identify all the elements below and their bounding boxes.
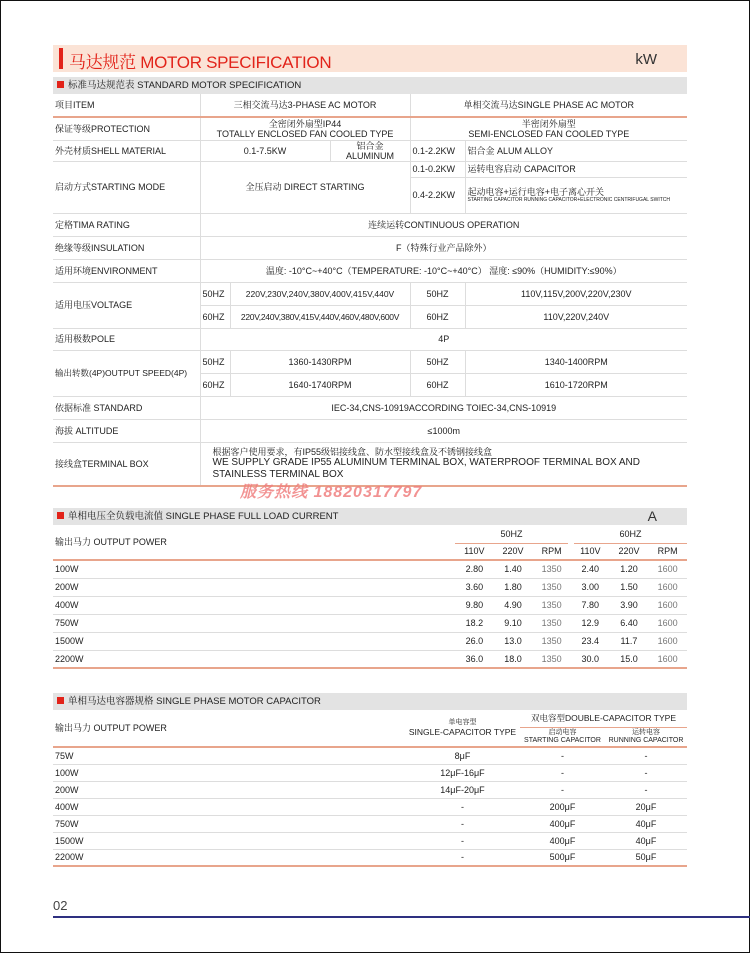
text: SEMI-ENCLOSED FAN COOLED TYPE [468, 128, 630, 139]
cell: 1500W [53, 632, 455, 650]
table-row [53, 764, 687, 781]
cell: 依据标准 STANDARD [53, 396, 200, 419]
cell: 400W [53, 798, 405, 815]
cell: IEC-34,CNS-10919ACCORDING TOIEC-34,CNS-10919 [200, 396, 687, 419]
cell: 1500W [53, 832, 405, 849]
column-header: 220V [610, 543, 649, 560]
cell: - [605, 781, 687, 798]
table-row [53, 350, 687, 373]
cell: 1600 [648, 650, 687, 668]
cell: 26.0 [455, 632, 494, 650]
table-row [53, 781, 687, 798]
table-row [53, 442, 687, 486]
table-row [53, 117, 687, 140]
section-title: 单相电压全负载电流值 SINGLE PHASE FULL LOAD CURRENT [68, 511, 339, 522]
cell: 1.80 [494, 578, 533, 596]
cell: 1.50 [610, 578, 649, 596]
cell: 1350 [532, 614, 571, 632]
cell: 30.0 [571, 650, 610, 668]
cell: ≤1000m [200, 419, 687, 442]
cell: 海拔 ALTITUDE [53, 419, 200, 442]
cell: 三相交流马达3-PHASE AC MOTOR [200, 94, 410, 117]
cell: 1350 [532, 632, 571, 650]
cell: 8μF [405, 747, 520, 764]
text: TOTALLY ENCLOSED FAN COOLED TYPE [216, 128, 394, 139]
cell: 输出马力 OUTPUT POWER [53, 710, 405, 747]
text: WE SUPPLY GRADE IP55 ALUMINUM TERMINAL BOX, WATERPROOF TERMINAL BOX AND STAINLESS TERMINAL BOX [212, 456, 640, 480]
table-row [53, 236, 687, 259]
cell: 36.0 [455, 650, 494, 668]
cell: 铝合金 ALUM ALLOY [465, 140, 687, 161]
table-row [53, 849, 687, 866]
cell: 接线盒TERMINAL BOX [53, 442, 200, 486]
cell: 保证等级PROTECTION [53, 117, 200, 140]
cell [605, 727, 687, 747]
cell: 50HZ [200, 282, 230, 305]
cell: 输出马力 OUTPUT POWER [53, 525, 455, 560]
cell: 0.1-7.5KW [200, 140, 330, 161]
spec-section-header [53, 77, 687, 94]
cell: 输出转数(4P)OUTPUT SPEED(4P) [53, 350, 200, 396]
table-row [53, 560, 687, 578]
cell: 60HZ [571, 525, 687, 543]
cell: 0.4-2.2KW [410, 177, 465, 213]
cell [200, 117, 410, 140]
cell: 60HZ [200, 305, 230, 328]
cell: 2.80 [455, 560, 494, 578]
cell: 1350 [532, 578, 571, 596]
cell: 1600 [648, 560, 687, 578]
cell: 适用环境ENVIRONMENT [53, 259, 200, 282]
cell: 项目ITEM [53, 94, 200, 117]
cell: 适用极数POLE [53, 328, 200, 350]
unit-label: A [647, 508, 657, 524]
cell: 110V,220V,240V [465, 305, 687, 328]
cell: 750W [53, 815, 405, 832]
cell: 220V,230V,240V,380V,400V,415V,440V [230, 282, 410, 305]
column-header: RPM [532, 543, 571, 560]
cell: 3.60 [455, 578, 494, 596]
watermark: 服务热线 18820317797 [240, 484, 423, 501]
cell: - [405, 832, 520, 849]
cell: 50HZ [410, 350, 465, 373]
cell: 温度: -10°C~+40°C（TEMPERATURE: -10°C~+40°C） 湿度: ≤90%（HUMIDITY:≤90%） [200, 259, 687, 282]
table-row [53, 140, 687, 161]
table-row [53, 710, 687, 727]
title-accent [59, 48, 63, 69]
cell: 1640-1740RPM [230, 373, 410, 396]
current-table [53, 525, 687, 669]
cell: 外壳材质SHELL MATERIAL [53, 140, 200, 161]
title-bar [53, 45, 687, 72]
cell: 50HZ [200, 350, 230, 373]
cell: 20μF [605, 798, 687, 815]
current-section-header [53, 508, 687, 525]
cell: 9.10 [494, 614, 533, 632]
cell: 7.80 [571, 596, 610, 614]
table-row [53, 259, 687, 282]
table-row [53, 396, 687, 419]
table-row [53, 419, 687, 442]
cell: 18.2 [455, 614, 494, 632]
text: SINGLE-CAPACITOR TYPE [408, 727, 517, 737]
bullet-square-icon [57, 512, 64, 519]
cell: 3.00 [571, 578, 610, 596]
column-header: 110V [571, 543, 610, 560]
cell: 单相交流马达SINGLE PHASE AC MOTOR [410, 94, 687, 117]
table-row [53, 525, 687, 543]
cell: 200W [53, 781, 405, 798]
cell: 1340-1400RPM [465, 350, 687, 373]
cell: 40μF [605, 815, 687, 832]
cell [465, 177, 687, 213]
cell: 0.1-2.2KW [410, 140, 465, 161]
cell: 4P [200, 328, 687, 350]
table-row [53, 578, 687, 596]
cell: 1350 [532, 650, 571, 668]
cell: 全压启动 DIRECT STARTING [200, 161, 410, 213]
cell: 定格TIMA RATING [53, 213, 200, 236]
cell: 18.0 [494, 650, 533, 668]
cell: - [605, 764, 687, 781]
cell: 1.40 [494, 560, 533, 578]
table-row [53, 798, 687, 815]
cell [405, 710, 520, 747]
text: 起动电容+运行电容+电子离心开关 [467, 187, 605, 197]
cell: 2.40 [571, 560, 610, 578]
capacitor-section-header [53, 693, 687, 710]
table-row [53, 328, 687, 350]
table-row [53, 213, 687, 236]
cell: 1610-1720RPM [465, 373, 687, 396]
cell: 连续运转CONTINUOUS OPERATION [200, 213, 687, 236]
cell: 运转电容启动 CAPACITOR [465, 161, 687, 177]
cell: 1350 [532, 560, 571, 578]
bullet-square-icon [57, 697, 64, 704]
column-header: RPM [648, 543, 687, 560]
cell: 400μF [520, 815, 605, 832]
text: 半密闭外扇型 [521, 118, 576, 129]
cell: 1600 [648, 596, 687, 614]
cell: 50HZ [455, 525, 571, 543]
cell: - [405, 798, 520, 815]
cell: 50μF [605, 849, 687, 866]
cell: 14μF-20μF [405, 781, 520, 798]
cell: 13.0 [494, 632, 533, 650]
table-row [53, 282, 687, 305]
cell: F（特殊行业产品除外） [200, 236, 687, 259]
cell: 400W [53, 596, 455, 614]
cell: 12μF-16μF [405, 764, 520, 781]
table-row [53, 614, 687, 632]
cell: 110V,115V,200V,220V,230V [465, 282, 687, 305]
cell: 1600 [648, 614, 687, 632]
cell: 15.0 [610, 650, 649, 668]
cell: 适用电压VOLTAGE [53, 282, 200, 328]
cell: - [405, 849, 520, 866]
cell: 2200W [53, 849, 405, 866]
column-header: 220V [494, 543, 533, 560]
cell: 双电容型DOUBLE-CAPACITOR TYPE [520, 710, 687, 727]
cell: 11.7 [610, 632, 649, 650]
text: 启动电容 [548, 728, 577, 736]
cell: 9.80 [455, 596, 494, 614]
table-row [53, 161, 687, 177]
cell: 1.20 [610, 560, 649, 578]
cell: 50HZ [410, 282, 465, 305]
cell: 60HZ [410, 305, 465, 328]
cell: 200μF [520, 798, 605, 815]
text: 运转电容 [632, 728, 660, 736]
text: STARTING CAPACITOR [524, 736, 601, 744]
table-row [53, 632, 687, 650]
section-title: 单相马达电容器规格 SINGLE PHASE MOTOR CAPACITOR [68, 696, 321, 707]
text: 全密闭外扇型IP44 [268, 118, 342, 129]
table-row [53, 747, 687, 764]
cell: 400μF [520, 832, 605, 849]
cell: 500μF [520, 849, 605, 866]
cell [200, 442, 687, 486]
cell [410, 117, 687, 140]
column-header: 110V [455, 543, 494, 560]
page-number: 02 [53, 898, 68, 913]
spec-table [53, 94, 687, 487]
cell: 750W [53, 614, 455, 632]
cell: - [520, 764, 605, 781]
cell: 220V,240V,380V,415V,440V,460V,480V,600V [230, 305, 410, 328]
text: RUNNING CAPACITOR [608, 736, 684, 744]
cell: 6.40 [610, 614, 649, 632]
cell: 100W [53, 764, 405, 781]
cell: 75W [53, 747, 405, 764]
cell: 绝缘等级INSULATION [53, 236, 200, 259]
cell: - [405, 815, 520, 832]
bullet-square-icon [57, 81, 64, 88]
cell: 12.9 [571, 614, 610, 632]
cell: 1360-1430RPM [230, 350, 410, 373]
page-title: 马达规范 MOTOR SPECIFICATION [69, 53, 332, 72]
text: 根据客户使用要求，有IP55级铝接线盒、防水型接线盒及不锈钢接线盒 [212, 446, 493, 457]
cell [520, 727, 605, 747]
cell: 40μF [605, 832, 687, 849]
cell: 3.90 [610, 596, 649, 614]
cell: - [605, 747, 687, 764]
cell: 1600 [648, 578, 687, 596]
footer-line [53, 916, 750, 918]
cell: 60HZ [200, 373, 230, 396]
cell: - [520, 781, 605, 798]
cell: 2200W [53, 650, 455, 668]
table-row [53, 832, 687, 849]
cell: 启动方式STARTING MODE [53, 161, 200, 213]
cell: 1350 [532, 596, 571, 614]
cell: 铝合金 ALUMINUM [330, 140, 410, 161]
cell: 1600 [648, 632, 687, 650]
table-row [53, 596, 687, 614]
cell: 100W [53, 560, 455, 578]
table-row [53, 94, 687, 117]
unit-label: kW [635, 51, 657, 68]
text: 单电容型 [448, 719, 477, 726]
cell: 60HZ [410, 373, 465, 396]
cell: 4.90 [494, 596, 533, 614]
capacitor-table [53, 710, 687, 867]
table-row [53, 815, 687, 832]
cell: 200W [53, 578, 455, 596]
cell: 23.4 [571, 632, 610, 650]
section-title: 标准马达规范表 STANDARD MOTOR SPECIFICATION [68, 80, 302, 91]
cell: - [520, 747, 605, 764]
table-row [53, 650, 687, 668]
text: STARTING CAPACITOR RUNNING CAPACITOR+ELECTRONIC CENTRIFUGAL SWITCH [467, 197, 670, 203]
cell: 0.1-0.2KW [410, 161, 465, 177]
